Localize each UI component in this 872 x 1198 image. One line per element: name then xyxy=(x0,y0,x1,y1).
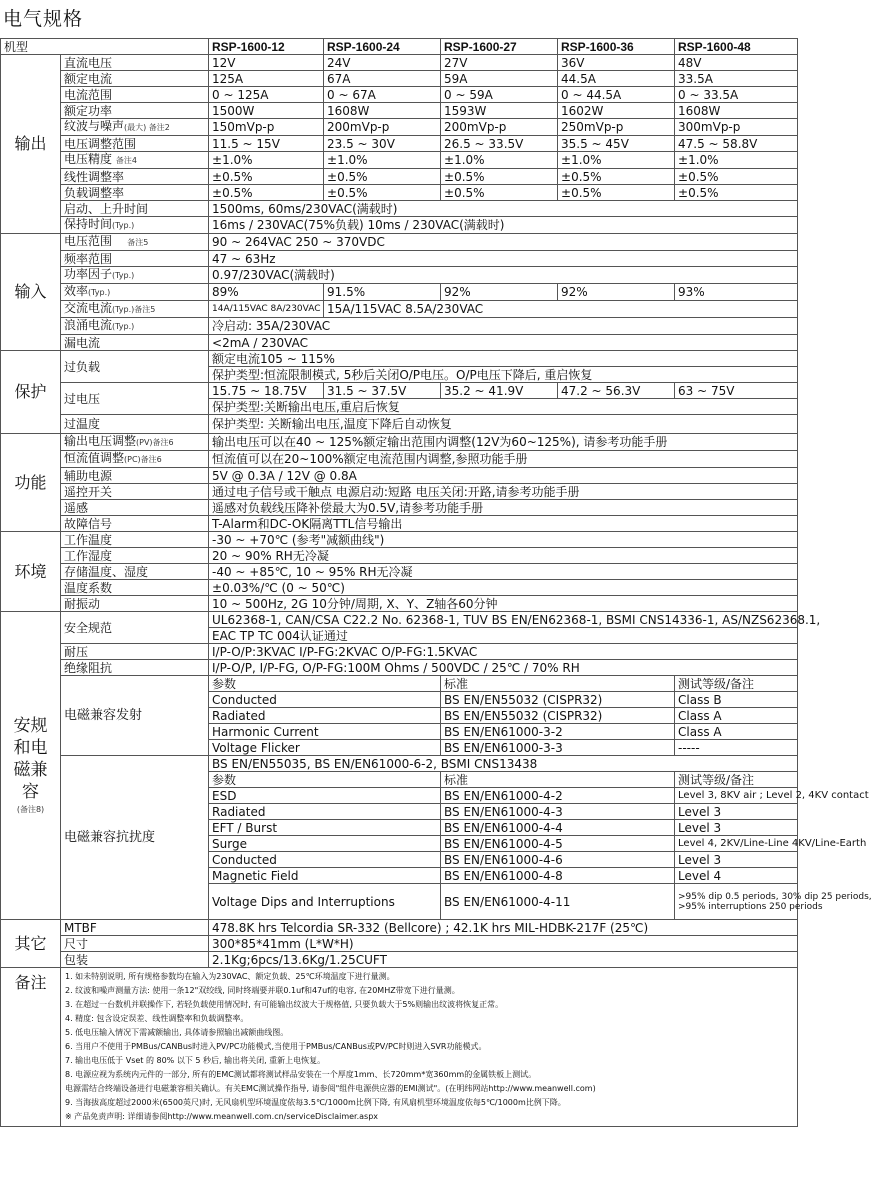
row-label: 浪涌电流(Typ.) xyxy=(61,318,209,335)
cell-value: 标准 xyxy=(441,772,675,788)
cell-value: 47.2 ~ 56.3V xyxy=(558,383,675,399)
row-label: 效率(Typ.) xyxy=(61,284,209,301)
cell-value: 20 ~ 90% RH无冷凝 xyxy=(209,548,798,564)
cell-value: T-Alarm和DC-OK隔离TTL信号输出 xyxy=(209,516,798,532)
cell-value: 1500W xyxy=(209,103,324,119)
cell-value: ±0.5% xyxy=(675,185,798,201)
row-label: 故障信号 xyxy=(61,516,209,532)
row-label: 存储温度、湿度 xyxy=(61,564,209,580)
cell-value: 200mVp-p xyxy=(441,119,558,136)
model-name: RSP-1600-12 xyxy=(209,39,324,55)
note-line: 7. 输出电压低于 Vset 的 80% 以下 5 秒后, 输出将关闭, 重新上电恢复。 xyxy=(65,1056,326,1065)
cell-value: ±0.5% xyxy=(558,185,675,201)
cell-value: 1593W xyxy=(441,103,558,119)
row-label: 纹波与噪声(最大) 备注2 xyxy=(61,119,209,136)
table-row xyxy=(1,119,798,136)
row-label: 安全规范 xyxy=(61,612,209,644)
cell-value: 5V @ 0.3A / 12V @ 0.8A xyxy=(209,468,798,484)
table-row xyxy=(1,201,798,217)
note-line: 2. 纹波和噪声测量方法: 使用一条12"双绞线, 同时终端要并联0.1uf和47uf的电容, 在20MHZ带宽下进行量测。 xyxy=(65,986,460,995)
cell-value: ESD xyxy=(209,788,441,804)
cell-value: 输出电压可以在40 ~ 125%额定输出范围内调整(12V为60~125%), 请参考功能手册 xyxy=(209,434,798,451)
cell-value: 63 ~ 75V xyxy=(675,383,798,399)
cell-value: 125A xyxy=(209,71,324,87)
cell-value: 保护类型:关断输出电压,重启后恢复 xyxy=(209,399,798,415)
table-row xyxy=(1,952,798,968)
table-row xyxy=(1,936,798,952)
row-label: 电流范围 xyxy=(61,87,209,103)
cell-value: 200mVp-p xyxy=(324,119,441,136)
notes-list xyxy=(61,968,798,1127)
row-label: 线性调整率 xyxy=(61,169,209,185)
cell-value: 15.75 ~ 18.75V xyxy=(209,383,324,399)
cell-value: 90 ~ 264VAC 250 ~ 370VDC xyxy=(209,234,798,251)
cell-value: BS EN/EN61000-3-2 xyxy=(441,724,675,740)
row-label: 频率范围 xyxy=(61,251,209,267)
row-label: 工作温度 xyxy=(61,532,209,548)
cell-value: Voltage Flicker xyxy=(209,740,441,756)
cell-value: Level 4, 2KV/Line-Line 4KV/Line-Earth xyxy=(675,836,798,852)
row-label: 辅助电源 xyxy=(61,468,209,484)
table-row xyxy=(1,484,798,500)
cell-value: 参数 xyxy=(209,676,441,692)
cell-value: BS EN/EN61000-4-3 xyxy=(441,804,675,820)
cell-value: 300*85*41mm (L*W*H) xyxy=(209,936,798,952)
cell-value: Magnetic Field xyxy=(209,868,441,884)
cell-value: 测试等级/备注 xyxy=(675,772,798,788)
row-label: 恒流值调整(PC)备注6 xyxy=(61,451,209,468)
table-row xyxy=(1,532,798,548)
category-safety-emc xyxy=(1,612,61,920)
cell-value: Harmonic Current xyxy=(209,724,441,740)
row-label: 负载调整率 xyxy=(61,185,209,201)
cell-value: 31.5 ~ 37.5V xyxy=(324,383,441,399)
cell-value: Level 3 xyxy=(675,804,798,820)
cell-value: 150mVp-p xyxy=(209,119,324,136)
cell-value: 12V xyxy=(209,55,324,71)
cell-value: Conducted xyxy=(209,692,441,708)
category-function: 功能 xyxy=(1,434,61,532)
cell-value: 67A xyxy=(324,71,441,87)
cell-value: BS EN/EN61000-4-8 xyxy=(441,868,675,884)
row-label: 电磁兼容发射 xyxy=(61,676,209,756)
cell-value: EAC TP TC 004认证通过 xyxy=(209,628,798,644)
cell-value: 24V xyxy=(324,55,441,71)
table-row xyxy=(1,87,798,103)
table-row xyxy=(1,152,798,169)
model-header-label: 机型 xyxy=(1,39,209,55)
cell-value: 300mVp-p xyxy=(675,119,798,136)
note-line: 4. 精度: 包含设定误差、线性调整率和负载调整率。 xyxy=(65,1014,249,1023)
cell-value: BS EN/EN55032 (CISPR32) xyxy=(441,708,675,724)
cell-value: UL62368-1, CAN/CSA C22.2 No. 62368-1, TUV BS EN/EN62368-1, BSMI CNS14336-1, AS/NZS62368.1, xyxy=(209,612,798,628)
row-label: 遥感 xyxy=(61,500,209,516)
note-line: 电源需结合终端设备进行电磁兼容相关确认。有关EMC测试操作指导, 请参阅"组件电源供应器的EMI测试"。(在明纬网站http://www.meanwell.com) xyxy=(65,1084,596,1093)
cell-value: Level 3, 8KV air ; Level 2, 4KV contact xyxy=(675,788,798,804)
row-label: 过负载 xyxy=(61,351,209,383)
row-label: 耐振动 xyxy=(61,596,209,612)
row-label: 交流电流(Typ.)备注5 xyxy=(61,301,209,318)
table-row xyxy=(1,351,798,367)
row-label: 保持时间(Typ.) xyxy=(61,217,209,234)
cell-value: BS EN/EN61000-4-5 xyxy=(441,836,675,852)
table-row xyxy=(1,217,798,234)
cell-value: ----- xyxy=(675,740,798,756)
note-line: 8. 电源应视为系统内元件的一部分, 所有的EMC测试都将测试样品安装在一个厚度1mm、长720mm*宽360mm的金属铁板上测试。 xyxy=(65,1070,537,1079)
cell-value: 0 ~ 67A xyxy=(324,87,441,103)
cell-value: Level 3 xyxy=(675,820,798,836)
table-row xyxy=(1,500,798,516)
row-label: 尺寸 xyxy=(61,936,209,952)
cell-value: BS EN/EN55032 (CISPR32) xyxy=(441,692,675,708)
cell-value: 47 ~ 63Hz xyxy=(209,251,798,267)
cell-value: 15A/115VAC 8.5A/230VAC xyxy=(324,301,798,318)
table-row xyxy=(1,644,798,660)
cell-value: 91.5% xyxy=(324,284,441,301)
cell-value: Radiated xyxy=(209,708,441,724)
cell-value: 92% xyxy=(441,284,558,301)
cell-value: ±0.5% xyxy=(324,185,441,201)
row-label: 遥控开关 xyxy=(61,484,209,500)
table-row xyxy=(1,564,798,580)
cell-value: Level 4 xyxy=(675,868,798,884)
cell-value: 保护类型:恒流限制模式, 5秒后关闭O/P电压。O/P电压下降后, 重启恢复 xyxy=(209,367,798,383)
cell-value: ±0.5% xyxy=(675,169,798,185)
cell-value: 1500ms, 60ms/230VAC(满载时) xyxy=(209,201,798,217)
table-row xyxy=(1,548,798,564)
cell-value: 250mVp-p xyxy=(558,119,675,136)
cell-value: ±0.03%/℃ (0 ~ 50℃) xyxy=(209,580,798,596)
cell-value: BS EN/EN61000-3-3 xyxy=(441,740,675,756)
row-label: 额定功率 xyxy=(61,103,209,119)
cell-value: ±0.5% xyxy=(209,185,324,201)
dips-line-2: >95% interruptions 250 periods xyxy=(678,901,823,912)
category-safety-emc-label: 安规和电磁兼容 xyxy=(13,715,48,802)
note-line: ※ 产品免责声明: 详细请参阅http://www.meanwell.com.cn/serviceDisclaimer.aspx xyxy=(65,1112,379,1121)
cell-value: 参数 xyxy=(209,772,441,788)
cell-value: 10 ~ 500Hz, 2G 10分钟/周期, X、Y、Z轴各60分钟 xyxy=(209,596,798,612)
row-label: 电压范围 备注5 xyxy=(61,234,209,251)
table-row xyxy=(1,451,798,468)
table-row xyxy=(1,169,798,185)
table-row xyxy=(1,103,798,119)
cell-value: Class B xyxy=(675,692,798,708)
row-label: 直流电压 xyxy=(61,55,209,71)
cell-value: 47.5 ~ 58.8V xyxy=(675,136,798,152)
table-row xyxy=(1,318,798,335)
cell-value: ±1.0% xyxy=(209,152,324,169)
table-row xyxy=(1,185,798,201)
spec-table xyxy=(0,38,872,1127)
cell-value: -40 ~ +85℃, 10 ~ 95% RH无冷凝 xyxy=(209,564,798,580)
table-row xyxy=(1,136,798,152)
table-row xyxy=(1,920,798,936)
cell-value: I/P-O/P:3KVAC I/P-FG:2KVAC O/P-FG:1.5KVAC xyxy=(209,644,798,660)
row-label: 耐压 xyxy=(61,644,209,660)
row-label: 包装 xyxy=(61,952,209,968)
table-row xyxy=(1,434,798,451)
cell-value: ±1.0% xyxy=(558,152,675,169)
model-name: RSP-1600-24 xyxy=(324,39,441,55)
table-row xyxy=(1,55,798,71)
cell-value: 0 ~ 44.5A xyxy=(558,87,675,103)
row-label: 启动、上升时间 xyxy=(61,201,209,217)
row-label: 过电压 xyxy=(61,383,209,415)
cell-value: Class A xyxy=(675,724,798,740)
cell-value: ±1.0% xyxy=(324,152,441,169)
cell-value: 59A xyxy=(441,71,558,87)
cell-value: 0 ~ 33.5A xyxy=(675,87,798,103)
cell-value: 16ms / 230VAC(75%负载) 10ms / 230VAC(满载时) xyxy=(209,217,798,234)
table-row xyxy=(1,612,798,628)
cell-value: 遥感对负载线压降补偿最大为0.5V,请参考功能手册 xyxy=(209,500,798,516)
cell-value: 1608W xyxy=(675,103,798,119)
cell-value: ±1.0% xyxy=(675,152,798,169)
cell-value: 27V xyxy=(441,55,558,71)
model-name: RSP-1600-48 xyxy=(675,39,798,55)
cell-value: 保护类型: 关断输出电压,温度下降后自动恢复 xyxy=(209,415,798,434)
row-label: 功率因子(Typ.) xyxy=(61,267,209,284)
table-row xyxy=(1,580,798,596)
table-row xyxy=(1,71,798,87)
cell-value: BS EN/EN61000-4-6 xyxy=(441,852,675,868)
cell-value: Class A xyxy=(675,708,798,724)
cell-value: Radiated xyxy=(209,804,441,820)
cell-value: BS EN/EN55035, BS EN/EN61000-6-2, BSMI CNS13438 xyxy=(209,756,798,772)
table-row xyxy=(1,284,798,301)
category-notes: 备注 xyxy=(1,968,61,1127)
cell-value: 23.5 ~ 30V xyxy=(324,136,441,152)
model-name: RSP-1600-27 xyxy=(441,39,558,55)
category-input: 输入 xyxy=(1,234,61,351)
table-row xyxy=(1,267,798,284)
cell-value: 额定电流105 ~ 115% xyxy=(209,351,798,367)
row-label: 漏电流 xyxy=(61,335,209,351)
row-label: 绝缘阻抗 xyxy=(61,660,209,676)
cell-value: 2.1Kg;6pcs/13.6Kg/1.25CUFT xyxy=(209,952,798,968)
cell-value: 测试等级/备注 xyxy=(675,676,798,692)
cell-value: 恒流值可以在20~100%额定电流范围内调整,参照功能手册 xyxy=(209,451,798,468)
cell-value: 33.5A xyxy=(675,71,798,87)
cell-value: ±0.5% xyxy=(441,169,558,185)
model-header-row xyxy=(1,39,798,55)
notes-row xyxy=(1,968,798,1127)
note-line: 6. 当用户不使用于PMBus/CANBus时进入PV/PC功能模式,当使用于PMBus/CANBus或PV/PC时则进入SVR功能模式。 xyxy=(65,1042,487,1051)
row-label: 电压调整范围 xyxy=(61,136,209,152)
cell-value: ±0.5% xyxy=(209,169,324,185)
note-line: 5. 低电压输入情况下需减额输出, 具体请参照输出减额曲线图。 xyxy=(65,1028,289,1037)
category-note: (备注8) xyxy=(16,804,45,814)
table-row xyxy=(1,756,798,772)
cell-value: ±0.5% xyxy=(558,169,675,185)
dips-line-1: >95% dip 0.5 periods, 30% dip 25 periods, xyxy=(678,891,872,902)
cell-value: 89% xyxy=(209,284,324,301)
table-row xyxy=(1,251,798,267)
cell-value: <2mA / 230VAC xyxy=(209,335,798,351)
cell-value: 36V xyxy=(558,55,675,71)
cell-value: 35.2 ~ 41.9V xyxy=(441,383,558,399)
cell-value: EFT / Burst xyxy=(209,820,441,836)
row-label: 额定电流 xyxy=(61,71,209,87)
cell-value: 0 ~ 125A xyxy=(209,87,324,103)
row-label: 温度系数 xyxy=(61,580,209,596)
cell-value: -30 ~ +70℃ (参考"减额曲线") xyxy=(209,532,798,548)
table-row xyxy=(1,468,798,484)
page-title: 电气规格 xyxy=(3,8,84,30)
cell-value: I/P-O/P, I/P-FG, O/P-FG:100M Ohms / 500VDC / 25℃ / 70% RH xyxy=(209,660,798,676)
cell-value: ±0.5% xyxy=(441,185,558,201)
row-label: 电磁兼容抗扰度 xyxy=(61,756,209,920)
cell-value: BS EN/EN61000-4-4 xyxy=(441,820,675,836)
row-label: MTBF xyxy=(61,920,209,936)
row-label: 电压精度 备注4 xyxy=(61,152,209,169)
cell-value: Surge xyxy=(209,836,441,852)
cell-value: 标准 xyxy=(441,676,675,692)
cell-value: 35.5 ~ 45V xyxy=(558,136,675,152)
cell-value: 1602W xyxy=(558,103,675,119)
table-row xyxy=(1,596,798,612)
category-output: 输出 xyxy=(1,55,61,234)
cell-value: 478.8K hrs Telcordia SR-332 (Bellcore) ; 42.1K hrs MIL-HDBK-217F (25℃) xyxy=(209,920,798,936)
cell-value xyxy=(675,884,872,920)
cell-value: 0 ~ 59A xyxy=(441,87,558,103)
table-row xyxy=(1,660,798,676)
table-row xyxy=(1,676,798,692)
cell-value: BS EN/EN61000-4-2 xyxy=(441,788,675,804)
table-row xyxy=(1,301,798,318)
model-name: RSP-1600-36 xyxy=(558,39,675,55)
table-row xyxy=(1,415,798,433)
cell-value: BS EN/EN61000-4-11 xyxy=(441,884,675,920)
cell-value: 通过电子信号或干触点 电源启动:短路 电压关闭:开路,请参考功能手册 xyxy=(209,484,798,500)
category-other: 其它 xyxy=(1,920,61,968)
category-protection: 保护 xyxy=(1,351,61,434)
cell-value: 0.97/230VAC(满载时) xyxy=(209,267,798,284)
cell-value: 冷启动: 35A/230VAC xyxy=(209,318,798,335)
cell-value: 44.5A xyxy=(558,71,675,87)
cell-value: ±0.5% xyxy=(324,169,441,185)
table-row xyxy=(1,234,798,251)
note-line: 9. 当海拔高度超过2000米(6500英尺)时, 无风扇机型环境温度依每3.5℃/1000m比例下降, 有风扇机型环境温度依每5℃/1000m比例下降。 xyxy=(65,1098,566,1107)
note-line: 1. 如未特别说明, 所有规格参数均在输入为230VAC、额定负载、25℃环境温度下进行量测。 xyxy=(65,972,395,981)
table-row xyxy=(1,516,798,532)
cell-value: Level 3 xyxy=(675,852,798,868)
row-label: 工作湿度 xyxy=(61,548,209,564)
cell-value: 48V xyxy=(675,55,798,71)
category-environment: 环境 xyxy=(1,532,61,612)
cell-value: 1608W xyxy=(324,103,441,119)
table-row xyxy=(1,335,798,351)
cell-value: ±1.0% xyxy=(441,152,558,169)
table-row xyxy=(1,383,798,399)
cell-value: 26.5 ~ 33.5V xyxy=(441,136,558,152)
row-label: 过温度 xyxy=(61,415,209,434)
cell-value: 11.5 ~ 15V xyxy=(209,136,324,152)
cell-value: Conducted xyxy=(209,852,441,868)
row-label: 输出电压调整(PV)备注6 xyxy=(61,434,209,451)
cell-value: 14A/115VAC 8A/230VAC xyxy=(209,301,324,318)
note-line: 3. 在超过一台数机并联操作下, 若轻负载使用情况时, 有可能输出纹波大于规格值, 只要负载大于5%则输出纹波将恢复正常。 xyxy=(65,1000,504,1009)
cell-value: 93% xyxy=(675,284,798,301)
cell-value: 92% xyxy=(558,284,675,301)
cell-value: Voltage Dips and Interruptions xyxy=(209,884,441,920)
